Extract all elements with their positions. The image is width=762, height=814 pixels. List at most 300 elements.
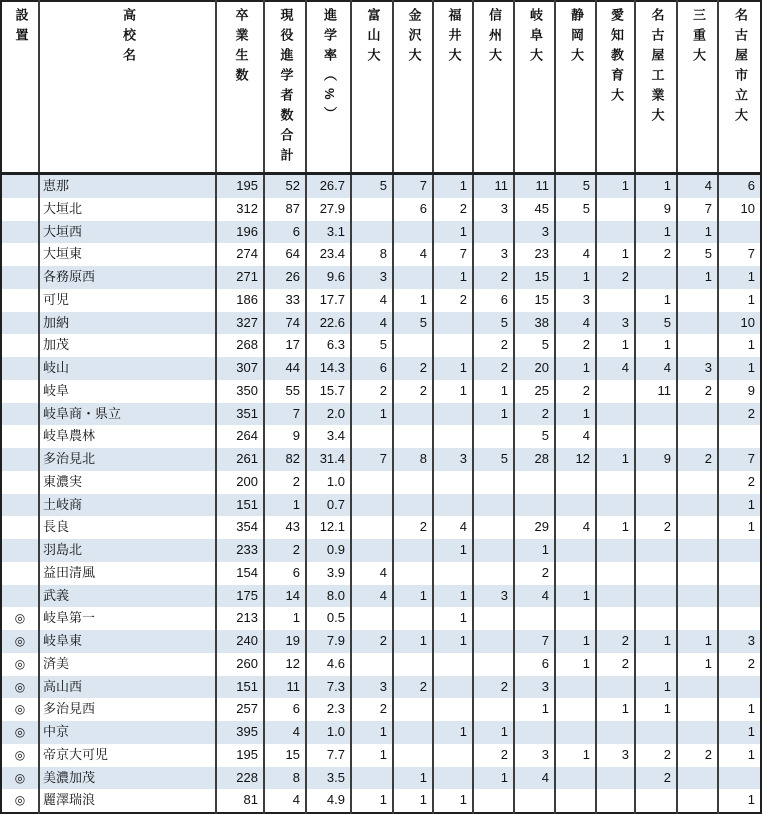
university-count: 5 — [351, 174, 393, 198]
establishment-mark — [1, 266, 39, 289]
university-count — [677, 289, 718, 312]
university-count — [718, 425, 761, 448]
university-count: 1 — [393, 585, 433, 608]
university-count — [351, 516, 393, 539]
graduates-count: 351 — [216, 403, 264, 426]
university-count — [393, 425, 433, 448]
establishment-mark — [1, 221, 39, 244]
university-count: 8 — [351, 243, 393, 266]
university-count: 1 — [433, 266, 473, 289]
header-univ-toyama — [351, 1, 393, 174]
university-count: 1 — [351, 403, 393, 426]
school-name: 羽島北 — [39, 539, 216, 562]
university-count — [433, 653, 473, 676]
advancement-rate: 31.4 — [306, 448, 351, 471]
graduates-count: 213 — [216, 607, 264, 630]
university-count — [514, 789, 555, 813]
table-row — [1, 698, 761, 721]
establishment-mark: ◎ — [14, 793, 26, 808]
table-row — [1, 471, 761, 494]
university-count: 2 — [635, 744, 677, 767]
establishment-mark — [1, 494, 39, 517]
university-count: 4 — [677, 174, 718, 198]
university-count: 4 — [555, 243, 596, 266]
table-row — [1, 221, 761, 244]
university-count — [351, 607, 393, 630]
header-school-name-label: 高校名 — [120, 8, 136, 68]
university-count: 1 — [473, 767, 514, 790]
university-count: 1 — [555, 653, 596, 676]
university-count: 5 — [635, 312, 677, 335]
university-count — [677, 721, 718, 744]
university-count — [351, 539, 393, 562]
university-count: 1 — [473, 721, 514, 744]
university-count: 7 — [718, 243, 761, 266]
school-name: 益田清風 — [39, 562, 216, 585]
university-count: 1 — [718, 721, 761, 744]
university-count: 7 — [351, 448, 393, 471]
university-count: 5 — [555, 198, 596, 221]
establishment-mark: ◎ — [14, 725, 26, 739]
university-count: 1 — [351, 789, 393, 813]
university-count: 4 — [555, 516, 596, 539]
header-univ-aichi-kyoiku-label: 愛知教育大 — [608, 8, 624, 108]
advancers-count: 4 — [264, 789, 306, 813]
university-count — [596, 676, 635, 699]
table-row — [1, 448, 761, 471]
university-count: 9 — [718, 380, 761, 403]
university-count: 1 — [514, 539, 555, 562]
university-count: 3 — [514, 676, 555, 699]
university-count: 1 — [351, 721, 393, 744]
university-count: 3 — [473, 198, 514, 221]
university-count: 1 — [718, 266, 761, 289]
university-count: 1 — [635, 698, 677, 721]
university-count — [677, 516, 718, 539]
university-count: 2 — [433, 289, 473, 312]
university-count: 7 — [514, 630, 555, 653]
advancement-rate: 3.5 — [306, 767, 351, 790]
university-count — [393, 721, 433, 744]
university-count: 1 — [433, 721, 473, 744]
university-count: 7 — [677, 198, 718, 221]
university-count: 1 — [718, 334, 761, 357]
university-count: 5 — [677, 243, 718, 266]
header-univ-gifu — [514, 1, 555, 174]
graduates-count: 271 — [216, 266, 264, 289]
university-count: 1 — [433, 789, 473, 813]
university-count: 11 — [473, 174, 514, 198]
graduates-count: 312 — [216, 198, 264, 221]
university-count: 45 — [514, 198, 555, 221]
university-count: 2 — [473, 334, 514, 357]
graduates-count: 175 — [216, 585, 264, 608]
table-row — [1, 789, 761, 813]
university-count: 1 — [596, 174, 635, 198]
university-count — [351, 425, 393, 448]
university-count: 10 — [718, 198, 761, 221]
graduates-count: 200 — [216, 471, 264, 494]
advancers-count: 4 — [264, 721, 306, 744]
table-row — [1, 403, 761, 426]
header-school-name — [39, 1, 216, 174]
university-count: 2 — [514, 562, 555, 585]
university-count — [677, 334, 718, 357]
table-row — [1, 676, 761, 699]
university-count — [635, 721, 677, 744]
header-univ-gifu-label: 岐阜大 — [527, 8, 543, 68]
university-count — [555, 721, 596, 744]
university-count — [555, 221, 596, 244]
university-count: 1 — [677, 630, 718, 653]
university-count — [677, 789, 718, 813]
school-name: 大垣北 — [39, 198, 216, 221]
advancement-rate: 3.1 — [306, 221, 351, 244]
university-count — [677, 494, 718, 517]
university-count: 10 — [718, 312, 761, 335]
university-count — [677, 607, 718, 630]
university-count: 3 — [555, 289, 596, 312]
university-count — [635, 653, 677, 676]
university-count — [677, 471, 718, 494]
university-count — [718, 607, 761, 630]
university-count — [635, 607, 677, 630]
university-count: 38 — [514, 312, 555, 335]
advancers-count: 1 — [264, 607, 306, 630]
university-count: 1 — [393, 767, 433, 790]
advancers-count: 6 — [264, 698, 306, 721]
establishment-mark — [1, 312, 39, 335]
graduates-count: 195 — [216, 174, 264, 198]
university-count — [555, 789, 596, 813]
university-count — [393, 403, 433, 426]
establishment-mark — [1, 289, 39, 312]
university-count: 1 — [555, 403, 596, 426]
university-count: 1 — [718, 744, 761, 767]
university-count: 2 — [718, 653, 761, 676]
advancers-count: 43 — [264, 516, 306, 539]
university-count: 2 — [473, 744, 514, 767]
university-count: 2 — [635, 516, 677, 539]
advancers-count: 52 — [264, 174, 306, 198]
university-count: 2 — [718, 471, 761, 494]
university-count — [677, 539, 718, 562]
university-count: 4 — [514, 767, 555, 790]
university-count — [555, 607, 596, 630]
school-name: 美濃加茂 — [39, 767, 216, 790]
advancement-rate: 9.6 — [306, 266, 351, 289]
university-count — [635, 539, 677, 562]
university-count: 3 — [514, 744, 555, 767]
advancers-count: 6 — [264, 562, 306, 585]
university-count: 4 — [596, 357, 635, 380]
university-count — [433, 698, 473, 721]
university-count — [635, 585, 677, 608]
school-name: 大垣西 — [39, 221, 216, 244]
graduates-count: 195 — [216, 744, 264, 767]
university-count: 3 — [514, 221, 555, 244]
establishment-mark — [1, 471, 39, 494]
advancement-rate: 4.9 — [306, 789, 351, 813]
graduates-count: 327 — [216, 312, 264, 335]
university-count: 11 — [635, 380, 677, 403]
university-count: 3 — [473, 585, 514, 608]
university-count: 1 — [393, 630, 433, 653]
university-count: 4 — [351, 585, 393, 608]
advancers-count: 8 — [264, 767, 306, 790]
university-count — [635, 403, 677, 426]
establishment-mark: ◎ — [14, 770, 26, 785]
university-count — [555, 767, 596, 790]
university-count: 1 — [555, 630, 596, 653]
university-count: 2 — [596, 653, 635, 676]
school-name: 岐阜商・県立 — [39, 403, 216, 426]
university-count — [473, 221, 514, 244]
advancers-count: 19 — [264, 630, 306, 653]
university-count — [635, 266, 677, 289]
university-count: 1 — [718, 516, 761, 539]
university-count — [677, 312, 718, 335]
advancers-count: 6 — [264, 221, 306, 244]
school-name: 多治見北 — [39, 448, 216, 471]
graduates-count: 240 — [216, 630, 264, 653]
university-count: 1 — [393, 289, 433, 312]
university-count — [677, 403, 718, 426]
graduates-count: 350 — [216, 380, 264, 403]
university-count: 1 — [433, 585, 473, 608]
advancers-count: 74 — [264, 312, 306, 335]
graduates-count: 307 — [216, 357, 264, 380]
university-count — [393, 266, 433, 289]
advancers-count: 82 — [264, 448, 306, 471]
university-count: 29 — [514, 516, 555, 539]
advancement-rate: 0.9 — [306, 539, 351, 562]
university-count: 5 — [351, 334, 393, 357]
table-row — [1, 516, 761, 539]
advancement-rate: 12.1 — [306, 516, 351, 539]
table-row — [1, 425, 761, 448]
university-count: 6 — [393, 198, 433, 221]
university-count: 1 — [677, 266, 718, 289]
establishment-mark — [1, 539, 39, 562]
university-count — [473, 562, 514, 585]
university-count — [596, 380, 635, 403]
school-name: 岐阜第一 — [39, 607, 216, 630]
university-count — [514, 471, 555, 494]
university-count: 7 — [433, 243, 473, 266]
table-row — [1, 721, 761, 744]
advancement-rate: 7.3 — [306, 676, 351, 699]
university-count: 1 — [433, 607, 473, 630]
advancers-count: 15 — [264, 744, 306, 767]
table-row — [1, 562, 761, 585]
university-count: 5 — [393, 312, 433, 335]
school-name: 恵那 — [39, 174, 216, 198]
university-count: 1 — [433, 630, 473, 653]
university-count — [393, 744, 433, 767]
university-count: 3 — [596, 744, 635, 767]
graduates-count: 261 — [216, 448, 264, 471]
university-count: 5 — [514, 425, 555, 448]
advancement-rate: 7.7 — [306, 744, 351, 767]
university-count: 3 — [351, 266, 393, 289]
advancement-rate: 2.3 — [306, 698, 351, 721]
establishment-mark — [1, 174, 39, 198]
header-univ-mie — [677, 1, 718, 174]
table-row — [1, 539, 761, 562]
university-count: 1 — [596, 698, 635, 721]
header-univ-nagoya-kogyo-label: 名古屋工業大 — [649, 8, 665, 128]
university-count: 2 — [718, 403, 761, 426]
establishment-mark: ◎ — [14, 747, 26, 762]
university-count: 1 — [433, 539, 473, 562]
advancers-count: 2 — [264, 471, 306, 494]
advancement-rate: 0.5 — [306, 607, 351, 630]
graduates-count: 151 — [216, 494, 264, 517]
university-count — [635, 494, 677, 517]
advancers-count: 7 — [264, 403, 306, 426]
graduates-count: 151 — [216, 676, 264, 699]
header-univ-fukui-label: 福井大 — [446, 8, 462, 68]
graduates-count: 395 — [216, 721, 264, 744]
university-count: 1 — [635, 676, 677, 699]
university-count — [718, 676, 761, 699]
university-count — [635, 789, 677, 813]
university-count: 2 — [393, 380, 433, 403]
university-count — [393, 698, 433, 721]
university-count: 1 — [677, 653, 718, 676]
university-count — [393, 562, 433, 585]
advancement-rate: 0.7 — [306, 494, 351, 517]
university-count: 1 — [473, 380, 514, 403]
university-count — [351, 221, 393, 244]
university-count: 12 — [555, 448, 596, 471]
university-count: 23 — [514, 243, 555, 266]
university-count — [555, 539, 596, 562]
advancers-count: 9 — [264, 425, 306, 448]
university-count: 4 — [433, 516, 473, 539]
table-row — [1, 198, 761, 221]
school-name: 高山西 — [39, 676, 216, 699]
university-count — [677, 425, 718, 448]
university-count: 2 — [635, 767, 677, 790]
advancement-rate: 17.7 — [306, 289, 351, 312]
table-row — [1, 334, 761, 357]
school-name: 武義 — [39, 585, 216, 608]
university-count: 2 — [393, 357, 433, 380]
establishment-mark: ◎ — [14, 611, 26, 626]
university-count: 4 — [351, 289, 393, 312]
school-name: 麗澤瑞浪 — [39, 789, 216, 813]
header-graduates — [216, 1, 264, 174]
header-univ-shizuoka-label: 静岡大 — [568, 8, 584, 68]
advancers-count: 26 — [264, 266, 306, 289]
advancers-count: 55 — [264, 380, 306, 403]
university-count: 1 — [596, 448, 635, 471]
university-count — [596, 221, 635, 244]
university-count: 1 — [433, 221, 473, 244]
table-row — [1, 243, 761, 266]
university-count — [635, 562, 677, 585]
establishment-mark — [1, 403, 39, 426]
table-row — [1, 494, 761, 517]
university-count: 4 — [555, 312, 596, 335]
university-count: 6 — [473, 289, 514, 312]
university-count: 15 — [514, 289, 555, 312]
university-count — [433, 312, 473, 335]
university-count: 3 — [596, 312, 635, 335]
graduates-count: 274 — [216, 243, 264, 266]
advancement-rate: 22.6 — [306, 312, 351, 335]
university-count: 1 — [596, 334, 635, 357]
university-count: 5 — [514, 334, 555, 357]
graduates-count: 154 — [216, 562, 264, 585]
advancers-count: 11 — [264, 676, 306, 699]
university-count — [351, 471, 393, 494]
advancement-rate: 23.4 — [306, 243, 351, 266]
header-univ-shizuoka — [555, 1, 596, 174]
university-count: 2 — [351, 630, 393, 653]
university-count — [514, 494, 555, 517]
university-count: 3 — [473, 243, 514, 266]
university-count — [433, 334, 473, 357]
university-count — [473, 539, 514, 562]
university-count: 4 — [555, 425, 596, 448]
university-count: 1 — [473, 403, 514, 426]
university-count — [433, 767, 473, 790]
university-count: 1 — [635, 174, 677, 198]
header-advancers — [264, 1, 306, 174]
establishment-mark: ◎ — [14, 702, 26, 717]
university-count: 1 — [596, 243, 635, 266]
university-count: 2 — [393, 516, 433, 539]
university-count: 1 — [433, 357, 473, 380]
university-count: 28 — [514, 448, 555, 471]
university-count — [514, 721, 555, 744]
university-count — [393, 221, 433, 244]
university-count — [677, 562, 718, 585]
advancement-rate: 1.0 — [306, 721, 351, 744]
university-count: 1 — [596, 516, 635, 539]
header-univ-shinshu — [473, 1, 514, 174]
university-count — [473, 425, 514, 448]
university-count — [596, 198, 635, 221]
university-count — [473, 607, 514, 630]
header-establishment — [1, 1, 39, 174]
advancers-count: 64 — [264, 243, 306, 266]
graduates-count: 260 — [216, 653, 264, 676]
university-count — [473, 471, 514, 494]
university-count — [473, 630, 514, 653]
header-univ-aichi-kyoiku — [596, 1, 635, 174]
university-count: 9 — [635, 448, 677, 471]
table-row — [1, 585, 761, 608]
advancement-rate: 3.9 — [306, 562, 351, 585]
university-count — [596, 562, 635, 585]
university-count — [596, 471, 635, 494]
university-count: 2 — [433, 198, 473, 221]
school-name: 東濃実 — [39, 471, 216, 494]
university-count: 2 — [677, 380, 718, 403]
school-name: 帝京大可児 — [39, 744, 216, 767]
establishment-mark — [1, 516, 39, 539]
university-count: 1 — [635, 289, 677, 312]
university-count: 1 — [718, 494, 761, 517]
advancement-rate: 14.3 — [306, 357, 351, 380]
university-count: 2 — [555, 334, 596, 357]
university-count: 4 — [514, 585, 555, 608]
header-univ-nagoya-shiritsu — [718, 1, 761, 174]
